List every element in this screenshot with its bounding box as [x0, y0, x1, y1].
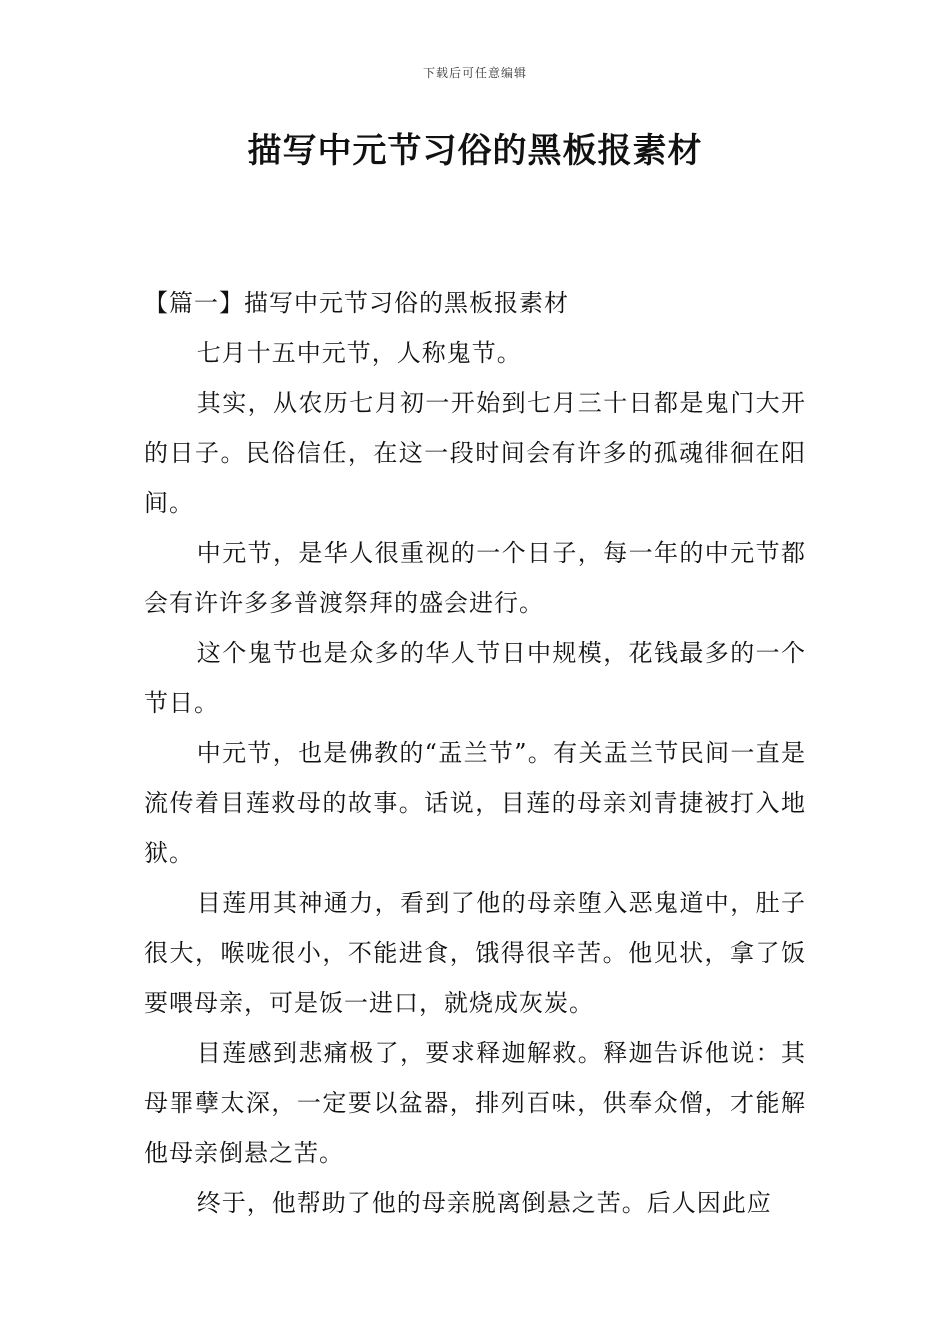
- document-title: 描写中元节习俗的黑板报素材: [247, 131, 703, 171]
- paragraph-5: 中元节，也是佛教的“盂兰节”。有关盂兰节民间一直是流传着目莲救母的故事。话说，目莲的母亲刘青捷被打入地狱。: [144, 739, 806, 867]
- paragraph-3: 中元节，是华人很重视的一个日子，每一年的中元节都会有许许多多普渡祭拜的盛会进行。: [144, 539, 806, 617]
- paragraph-8: 终于，他帮助了他的母亲脱离倒悬之苦。后人因此应: [196, 1189, 772, 1217]
- paragraph-2: 其实，从农历七月初一开始到七月三十日都是鬼门大开的日子。民俗信任，在这一段时间会有许多的孤魂徘徊在阳间。: [144, 389, 806, 517]
- document-body: [144, 278, 806, 1228]
- paragraph-7: 目莲感到悲痛极了，要求释迦解救。释迦告诉他说：其母罪孽太深，一定要以盆器，排列百味，供奉众僧，才能解他母亲倒悬之苦。: [144, 1039, 806, 1167]
- paragraph-1: 七月十五中元节，人称鬼节。: [196, 339, 522, 367]
- header-note: 下载后可任意编辑: [422, 66, 527, 80]
- paragraph-6: 目莲用其神通力，看到了他的母亲堕入恶鬼道中，肚子很大，喉咙很小，不能进食，饿得很辛苦。他见状，拿了饭要喂母亲，可是饭一进口，就烧成灰炭。: [144, 889, 806, 1017]
- section-heading: 【篇一】描写中元节习俗的黑板报素材: [144, 289, 569, 317]
- paragraph-4: 这个鬼节也是众多的华人节日中规模，花钱最多的一个节日。: [144, 639, 806, 717]
